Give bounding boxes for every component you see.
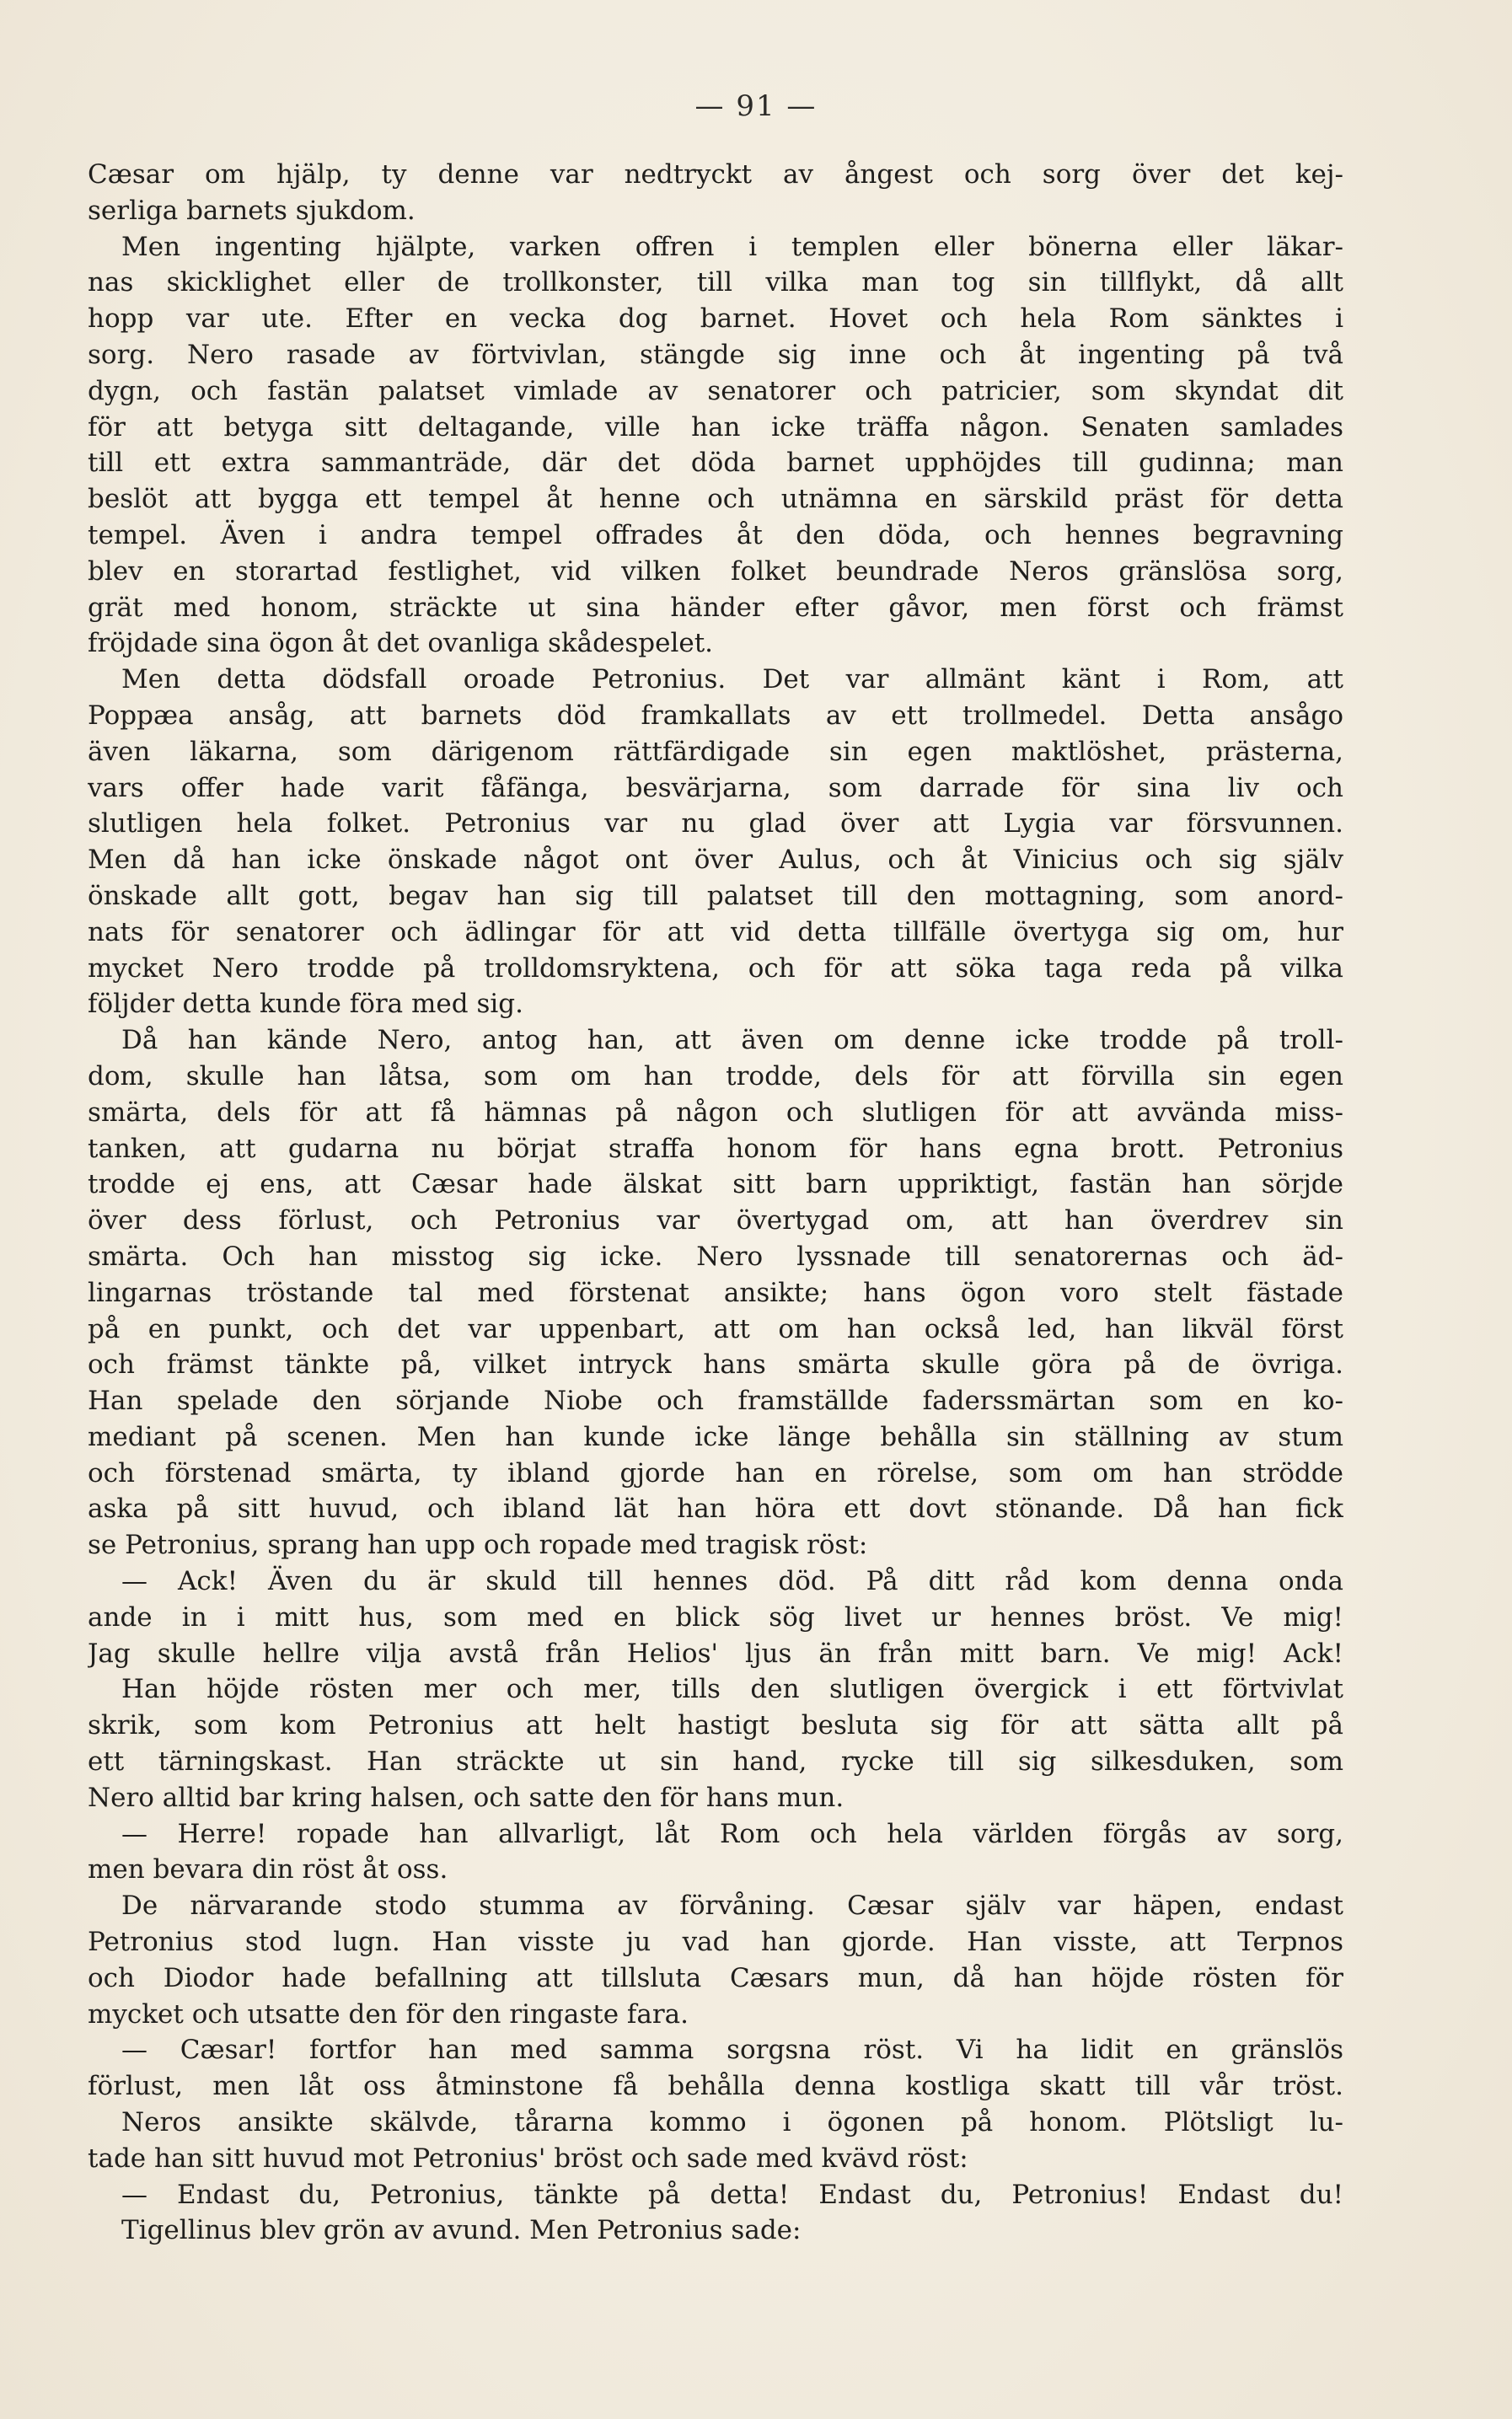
text-line: blev en storartad festlighet, vid vilken folket beundrade Neros gränslösa sorg, (88, 555, 1343, 587)
text-line: till ett extra sammanträde, där det döda barnet upphöjdes till gudinna; man (88, 448, 1343, 479)
text-line: Nero alltid bar kring halsen, och satte den för hans mun. (88, 1782, 844, 1813)
text-line: önskade allt gott, begav han sig till palatset till den mottagning, som anord- (88, 880, 1343, 911)
text-line: Men då han icke önskade något ont över Aulus, och åt Vinicius och sig själv (88, 845, 1343, 876)
text-line: — Ack! Även du är skuld till hennes död. På ditt råd kom denna onda (121, 1566, 1343, 1597)
text-line: mediant på scenen. Men han kunde icke länge behålla sin ställning av stum (88, 1421, 1343, 1452)
text-line: följder detta kunde föra med sig. (88, 989, 523, 1020)
text-line: lingarnas tröstande tal med förstenat ansikte; hans ögon voro stelt fästade (88, 1277, 1343, 1308)
text-line: ande in i mitt hus, som med en blick sög livet ur hennes bröst. Ve mig! (88, 1601, 1343, 1633)
text-line: och främst tänkte på, vilket intryck hans smärta skulle göra på de övriga. (88, 1349, 1343, 1381)
text-line: smärta. Och han misstog sig icke. Nero lyssnade till senatorernas och äd- (88, 1241, 1343, 1272)
text-line: Tigellinus blev grön av avund. Men Petronius sade: (121, 2215, 802, 2246)
text-line: tanken, att gudarna nu börjat straffa honom för hans egna brott. Petronius (88, 1133, 1343, 1164)
page-number: — 91 — (694, 89, 818, 123)
text-line: mycket och utsatte den för den ringaste fara. (88, 1998, 689, 2030)
text-line: vars offer hade varit fåfänga, besvärjarna, som darrade för sina liv och (88, 772, 1343, 803)
text-line: tade han sitt huvud mot Petronius' bröst och sade med kvävd röst: (88, 2143, 968, 2174)
text-line: Han spelade den sörjande Niobe och framställde faderssmärtan som en ko- (88, 1386, 1343, 1417)
text-line: Då han kände Nero, antog han, att även om denne icke trodde på troll- (121, 1025, 1343, 1056)
text-line: tempel. Även i andra tempel offrades åt den döda, och hennes begravning (88, 519, 1343, 550)
text-line: och förstenad smärta, ty ibland gjorde han en rörelse, som om han strödde (88, 1457, 1343, 1488)
text-line: Han höjde rösten mer och mer, tills den slutligen övergick i ett förtvivlat (121, 1674, 1343, 1705)
text-line: och Diodor hade befallning att tillsluta Cæsars mun, då han höjde rösten för (88, 1962, 1343, 1993)
text-line: Cæsar om hjälp, ty denne var nedtryckt av ångest och sorg över det kej- (88, 159, 1343, 190)
text-line: hopp var ute. Efter en vecka dog barnet. Hovet och hela Rom sänktes i (88, 303, 1343, 335)
text-line: — Endast du, Petronius, tänkte på detta! Endast du, Petronius! Endast du! (121, 2179, 1343, 2210)
text-line: även läkarna, som därigenom rättfärdigade sin egen maktlöshet, prästerna, (88, 736, 1343, 767)
text-line: trodde ej ens, att Cæsar hade älskat sitt barn uppriktigt, fastän han sörjde (88, 1169, 1343, 1200)
text-line: De närvarande stodo stumma av förvåning. Cæsar själv var häpen, endast (121, 1891, 1343, 1922)
text-line: se Petronius, sprang han upp och ropade med tragisk röst: (88, 1530, 868, 1561)
text-line: skrik, som kom Petronius att helt hastigt besluta sig för att sätta allt på (88, 1710, 1343, 1741)
text-line: för att betyga sitt deltagande, ville han icke träffa någon. Senaten samlades (88, 411, 1343, 442)
text-line: Men ingenting hjälpte, varken offren i templen eller bönerna eller läkar- (121, 231, 1343, 262)
text-line: Jag skulle hellre vilja avstå från Helios' ljus än från mitt barn. Ve mig! Ack! (88, 1638, 1343, 1669)
text-line: fröjdade sina ögon åt det ovanliga skådespelet. (88, 628, 714, 659)
text-line: men bevara din röst åt oss. (88, 1854, 448, 1885)
text-line: sorg. Nero rasade av förtvivlan, stängde sig inne och åt ingenting på två (88, 339, 1343, 370)
text-line: — Herre! ropade han allvarligt, låt Rom och hela världen förgås av sorg, (121, 1818, 1343, 1849)
text-line: ett tärningskast. Han sträckte ut sin hand, rycke till sig silkesduken, som (88, 1746, 1343, 1778)
text-line: — Cæsar! fortfor han med samma sorgsna röst. Vi ha lidit en gränslös (121, 2035, 1343, 2066)
text-line: dygn, och fastän palatset vimlade av senatorer och patricier, som skyndat dit (88, 375, 1343, 406)
body-text (88, 157, 1343, 2249)
text-line: beslöt att bygga ett tempel åt henne och utnämna en särskild präst för detta (88, 484, 1343, 515)
text-line: grät med honom, sträckte ut sina händer efter gåvor, men först och främst (88, 592, 1343, 623)
text-line: Men detta dödsfall oroade Petronius. Det var allmänt känt i Rom, att (121, 664, 1343, 695)
text-line: nas skicklighet eller de trollkonster, till vilka man tog sin tillflykt, då allt (88, 267, 1343, 298)
text-line: slutligen hela folket. Petronius var nu glad över att Lygia var försvunnen. (88, 808, 1343, 839)
text-line: serliga barnets sjukdom. (88, 195, 416, 226)
text-line: dom, skulle han låtsa, som om han trodde, dels för att förvilla sin egen (88, 1060, 1343, 1092)
text-line: mycket Nero trodde på trolldomsryktena, och för att söka taga reda på vilka (88, 952, 1343, 984)
text-line: smärta, dels för att få hämnas på någon och slutligen för att avvända miss- (88, 1097, 1343, 1128)
text-line: Poppæa ansåg, att barnets död framkallats av ett trollmedel. Detta ansågo (88, 700, 1343, 731)
text-line: på en punkt, och det var uppenbart, att om han också led, han likväl först (88, 1313, 1343, 1344)
text-line: förlust, men låt oss åtminstone få behålla denna kostliga skatt till vår tröst. (88, 2071, 1343, 2102)
text-line: nats för senatorer och ädlingar för att vid detta tillfälle övertyga sig om, hur (88, 916, 1343, 947)
text-line: aska på sitt huvud, och ibland lät han höra ett dovt stönande. Då han fick (88, 1494, 1343, 1525)
text-line: Neros ansikte skälvde, tårarna kommo i ögonen på honom. Plötsligt lu- (121, 2107, 1343, 2138)
text-line: Petronius stod lugn. Han visste ju vad han gjorde. Han visste, att Terpnos (88, 1927, 1343, 1958)
text-line: över dess förlust, och Petronius var övertygad om, att han överdrev sin (88, 1205, 1343, 1236)
